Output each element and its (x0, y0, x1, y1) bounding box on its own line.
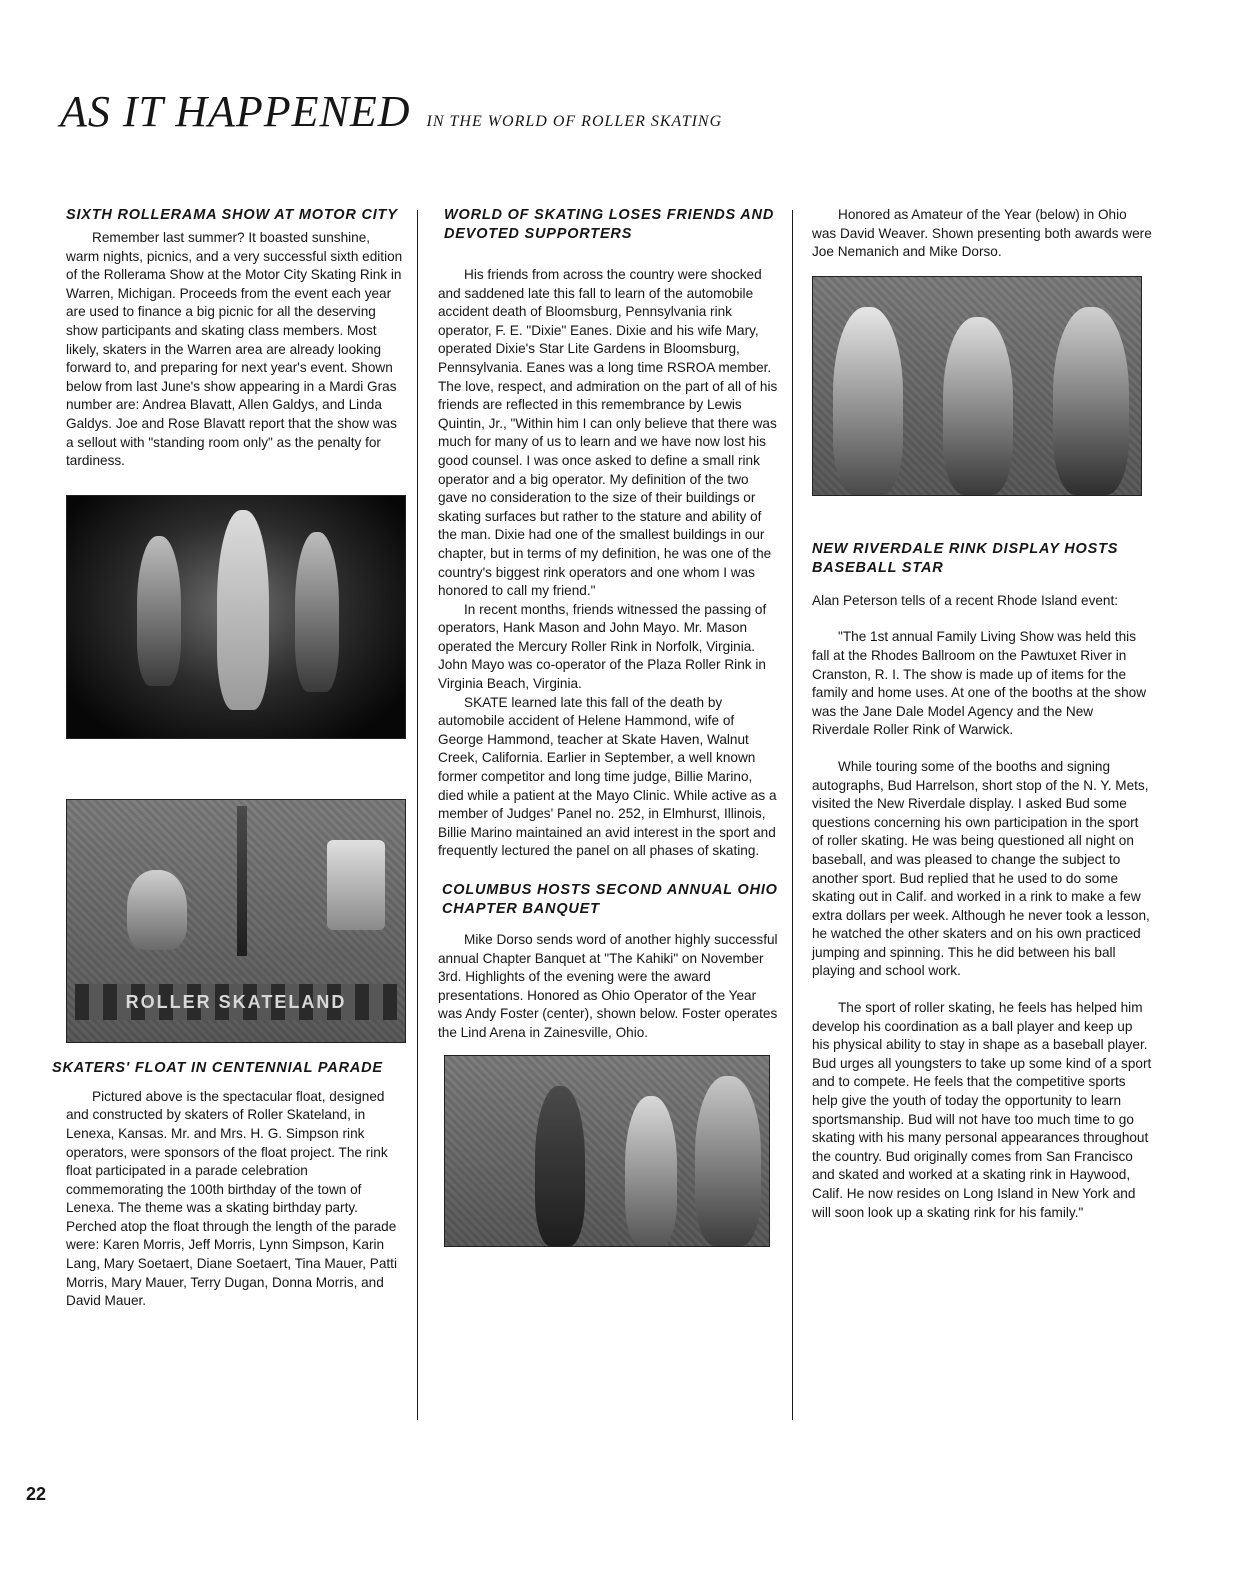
article-paragraph: In recent months, friends witnessed the passing of operators, Hank Mason and John Mayo. Mr. Mason operated the Mercury Roller Rink in Norfolk, Virginia. John Mayo was co-operator of the Plaza Roller Rink in Virginia Beach, Virginia. (438, 601, 767, 692)
banquet-operator-photo (444, 1055, 770, 1247)
page-masthead (60, 86, 1200, 146)
person-figure (943, 317, 1013, 495)
person-figure (833, 307, 903, 495)
article-paragraph: "The 1st annual Family Living Show was held this fall at the Rhodes Ballroom on the Pawtuxet River in Cranston, R. I. The show is made up of items for the family and home uses. At one of the booths at the show was the Jane Dale Model Agency and the New Riverdale Roller Rink of Warwick. (812, 629, 1147, 738)
skater-figure (137, 536, 181, 686)
column-middle (438, 206, 778, 1247)
person-figure (1053, 307, 1129, 495)
article-heading: NEW RIVERDALE RINK DISPLAY HOSTS BASEBALL STAR (812, 540, 1119, 576)
skater-figure (295, 532, 339, 692)
amateur-award-photo (812, 276, 1142, 496)
article-paragraph: Mike Dorso sends word of another highly successful annual Chapter Banquet at "The Kahiki" on November 3rd. Highlights of the evening were the award presentations. Honored as Ohio Operator of the Year was Andy Foster (center), shown below. Foster operates the Lind Arena in Zainesville, Ohio. (438, 932, 778, 1040)
article-heading: WORLD OF SKATING LOSES FRIENDS AND DEVOTED SUPPORTERS (444, 207, 775, 242)
float-figure (127, 870, 187, 950)
parade-float-photo (66, 799, 406, 1043)
article-paragraph: Remember last summer? It boasted sunshine, warm nights, picnics, and a very successful sixth edition of the Rollerama Show at the Motor City Skating Rink in Warren, Michigan. Proceeds from the event each year are used to finance a big picnic for all the deserving show participants and skating class members. Most likely, skaters in the Warren area are already looking forward to, and preparing for next year's event. Shown below from last June's show appearing in a Mardi Gras number are: Andrea Blavatt, Allen Galdys, and Linda Galdys. Joe and Rose Blavatt report that the show was a sellout with "standing room only" as the penalty for tardiness. (66, 230, 403, 469)
float-sign (327, 840, 385, 930)
article-paragraph: His friends from across the country were shocked and saddened late this fall to learn of the automobile accident death of Bloomsburg, Pennsylvania rink operator, F. E. "Dixie" Eanes. Dixie and his wife Mary, operated Dixie's Star Lite Gardens in Bloomsburg, Pennsylvania. Eanes was a long time RSROA member. The love, respect, and admiration on the part of all of his friends are reflected in this remembrance by Lewis Quintin, Jr., "Within him I can only believe that there was much for many of us to learn and we have now lost his good counsel. I was once asked to define a small rink operator and a big operator. My definition of the two gave no consideration to the size of their buildings or skating surfaces but rather to the stature and ability of the man. Dixie had one of the smallest buildings in our chapter, but in terms of my definition, he was one of the country's biggest rink operators and one whom I was honored to call my friend." (438, 267, 778, 599)
skaters-photo (66, 495, 406, 739)
article-paragraph: Honored as Amateur of the Year (below) in Ohio was David Weaver. Shown presenting both awards were Joe Nemanich and Mike Dorso. (812, 207, 1152, 260)
article-paragraph: The sport of roller skating, he feels has helped him develop his coordination as a ball player and keep up his physical ability to stay in shape as a baseball player. Bud urges all youngsters to take up some kind of a sport and to compete. He feels that the competitive sports help give the youth of today the opportunity to learn sportsmanship. Bud will not have too much time to go skating with his many personal appearances throughout the country. Bud originally comes from San Francisco and skated and worked at a skating rink in Haywood, Calif. He now resides on Long Island in New York and will soon look up a skating rink for his family." (812, 1000, 1152, 1220)
person-figure (625, 1096, 677, 1246)
float-banner: ROLLER SKATELAND (75, 984, 397, 1020)
article-paragraph: SKATE learned late this fall of the death by automobile accident of Helene Hammond, wife of George Hammond, teacher at Skate Haven, Walnut Creek, California. Earlier in September, a well known former competitor and long time judge, Billie Marino, died while a patient at the Mayo Clinic. While active as a member of Judges' Panel no. 252, in Elmhurst, Illinois, Billie Marino maintained an avid interest in the sport and frequently lectured the panel on all phases of skating. (438, 694, 777, 859)
article-paragraph: While touring some of the booths and signing autographs, Bud Harrelson, short stop of the N. Y. Mets, visited the New Riverdale display. I asked Bud some questions concerning his own participation in the sport of roller skating. He was being questioned all night on baseball, and was pleased to change the subject to another sport. Bud replied that he used to do some skating out in Calif. and worked in a rink to make a few extra dollars per week. Although he never took a lesson, he watched the other skaters and on his own practiced jumping and spinning. This he did between his ball playing and school work. (812, 758, 1150, 979)
column-divider (792, 210, 793, 1420)
person-figure (535, 1086, 585, 1246)
column-left (52, 206, 406, 1311)
person-figure (695, 1076, 761, 1246)
column-divider (417, 210, 418, 1420)
article-heading: SIXTH ROLLERAMA SHOW AT MOTOR CITY (66, 207, 398, 223)
page-title: AS IT HAPPENED (60, 87, 411, 136)
pole-shape (237, 806, 247, 956)
article-heading: COLUMBUS HOSTS SECOND ANNUAL OHIO CHAPTER BANQUET (442, 882, 778, 917)
page-number: 22 (26, 1484, 47, 1504)
article-heading: SKATERS' FLOAT IN CENTENNIAL PARADE (52, 1059, 383, 1076)
article-paragraph: Pictured above is the spectacular float, designed and constructed by skaters of Roller Skateland, in Lenexa, Kansas. Mr. and Mrs. H. G. Simpson rink operators, were sponsors of the float project. The rink float participated in a parade celebration commemorating the 100th birthday of the town of Lenexa. The theme was a skating birthday party. Perched atop the float through the length of the parade were: Karen Morris, Jeff Morris, Lynn Simpson, Karin Lang, Mary Soetaert, Diane Soetaert, Tina Mauer, Patti Morris, Mary Mauer, Terry Dugan, Donna Morris, and David Mauer. (66, 1088, 397, 1309)
skater-figure (217, 510, 269, 710)
page-subtitle: IN THE WORLD OF ROLLER SKATING (426, 113, 723, 130)
article-paragraph: Alan Peterson tells of a recent Rhode Island event: (812, 592, 1119, 608)
column-right (812, 206, 1152, 1222)
